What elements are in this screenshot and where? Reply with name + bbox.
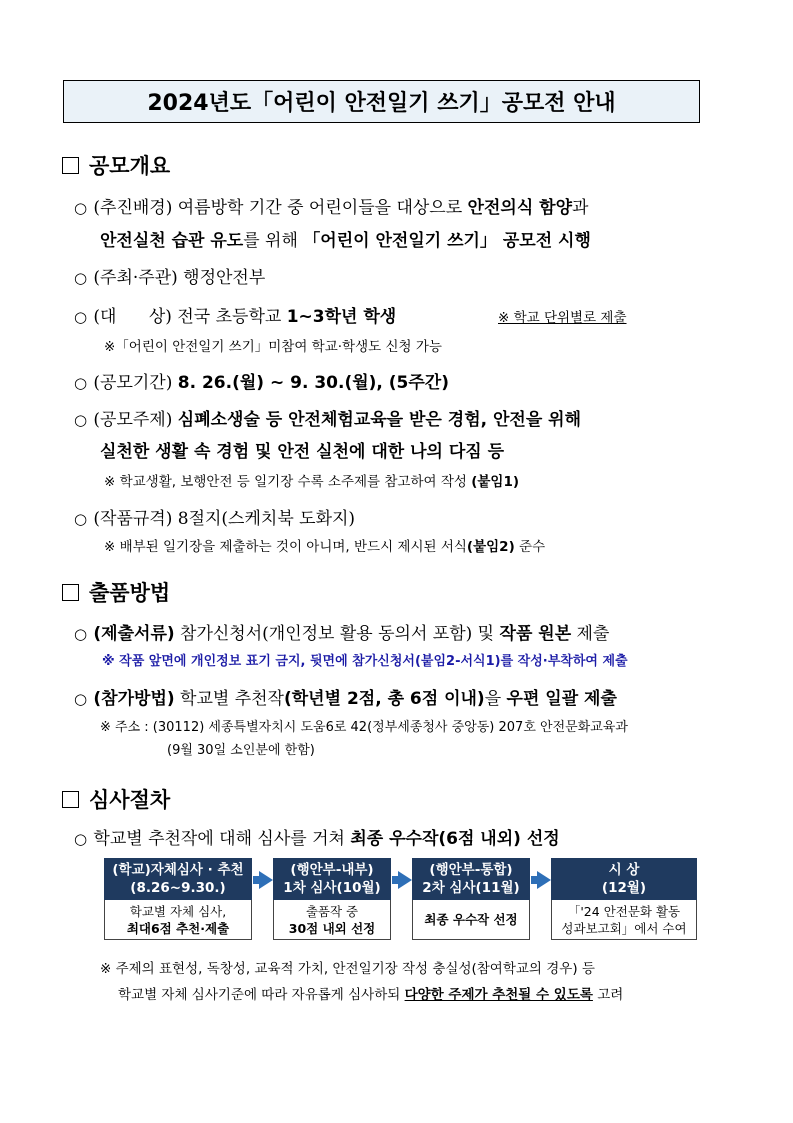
topic-note: ※ 학교생활, 보행안전 등 일기장 수록 소주제를 참고하여 작성 (붙임1) <box>104 474 520 490</box>
submission-docs: ○ (제출서류) 참가신청서(개인정보 활용 동의서 포함) 및 작품 원본 제출 <box>74 624 610 644</box>
overview-background-cont: 안전실천 습관 유도를 위해 「어린이 안전일기 쓰기」 공모전 시행 <box>100 231 591 251</box>
bullet-circle-icon: ○ <box>74 830 88 848</box>
target-note: ※ 학교 단위별로 제출 <box>498 310 627 326</box>
bullet-circle-icon: ○ <box>74 308 88 326</box>
submission-method: ○ (참가방법) 학교별 추천작(학년별 2점, 총 6점 이내)을 우편 일괄 제출 <box>74 689 617 709</box>
bullet-circle-icon: ○ <box>74 269 88 287</box>
bullet-circle-icon: ○ <box>74 690 88 708</box>
flow-step-3-body: 최종 우수작 선정 <box>412 900 530 940</box>
bullet-circle-icon: ○ <box>74 374 88 392</box>
bullet-circle-icon: ○ <box>74 411 88 429</box>
arrow-right-icon <box>537 871 551 889</box>
section-heading-submission: 출품방법 <box>62 577 170 607</box>
flow-step-1-body: 학교별 자체 심사, 최대6점 추천·제출 <box>104 900 252 940</box>
bullet-circle-icon: ○ <box>74 625 88 643</box>
docs-note: ※ 작품 앞면에 개인정보 표기 금지, 뒷면에 참가신청서(붙임2-서식1)를 작성·부착하여 제출 <box>102 654 628 669</box>
checkbox-square-icon <box>62 584 79 601</box>
spec-note: ※ 배부된 일기장을 제출하는 것이 아니며, 반드시 제시된 서식(붙임2) 준수 <box>104 539 546 555</box>
flow-step-4-head: 시 상 (12월) <box>551 858 697 900</box>
bullet-circle-icon: ○ <box>74 199 88 217</box>
section-heading-overview: 공모개요 <box>62 150 170 180</box>
review-note-line-1: ※ 주제의 표현성, 독창성, 교육적 가치, 안전일기장 작성 충실성(참여학교의 경우) 등 <box>100 961 595 977</box>
flow-step-2-head: (행안부-내부) 1차 심사(10월) <box>273 858 391 900</box>
checkbox-square-icon <box>62 157 79 174</box>
section-heading-review: 심사절차 <box>62 784 170 814</box>
bullet-circle-icon: ○ <box>74 510 88 528</box>
overview-spec: ○ (작품규격) 8절지(스케치북 도화지) <box>74 509 356 529</box>
flow-step-3-head: (행안부-통합) 2차 심사(11월) <box>412 858 530 900</box>
overview-host: ○ (주최·주관) 행정안전부 <box>74 268 266 288</box>
flow-step-1-head: (학교)자체심사 · 추천 (8.26~9.30.) <box>104 858 252 900</box>
overview-topic-cont: 실천한 생활 속 경험 및 안전 실천에 대한 나의 다짐 등 <box>100 442 505 462</box>
address-line-2: (9월 30일 소인분에 한함) <box>167 743 315 758</box>
target-subnote: ※「어린이 안전일기 쓰기」미참여 학교·학생도 신청 가능 <box>104 339 442 355</box>
address-line-1: ※ 주소 : (30112) 세종특별자치시 도움6로 42(정부세종청사 중앙동) 207호 안전문화교육과 <box>100 720 628 735</box>
overview-target: ○ (대 상) 전국 초등학교 1~3학년 학생 <box>74 307 397 327</box>
overview-period: ○ (공모기간) 8. 26.(월) ~ 9. 30.(월), (5주간) <box>74 373 449 393</box>
arrow-right-icon <box>259 871 273 889</box>
review-note-line-2: 학교별 자체 심사기준에 따라 자유롭게 심사하되 다양한 주제가 추천될 수 있도록 고려 <box>118 987 624 1003</box>
checkbox-square-icon <box>62 791 79 808</box>
overview-background: ○ (추진배경) 여름방학 기간 중 어린이들을 대상으로 안전의식 함양과 <box>74 198 589 218</box>
flow-step-2-body: 출품작 중 30점 내외 선정 <box>273 900 391 940</box>
page-title: 2024년도「어린이 안전일기 쓰기」공모전 안내 <box>63 80 700 123</box>
arrow-right-icon <box>398 871 412 889</box>
overview-topic: ○ (공모주제) 심폐소생술 등 안전체험교육을 받은 경험, 안전을 위해 <box>74 410 582 430</box>
flow-step-4-body: 「'24 안전문화 활동 성과보고회」에서 수여 <box>551 900 697 940</box>
review-intro: ○ 학교별 추천작에 대해 심사를 거쳐 최종 우수작(6점 내외) 선정 <box>74 829 560 849</box>
